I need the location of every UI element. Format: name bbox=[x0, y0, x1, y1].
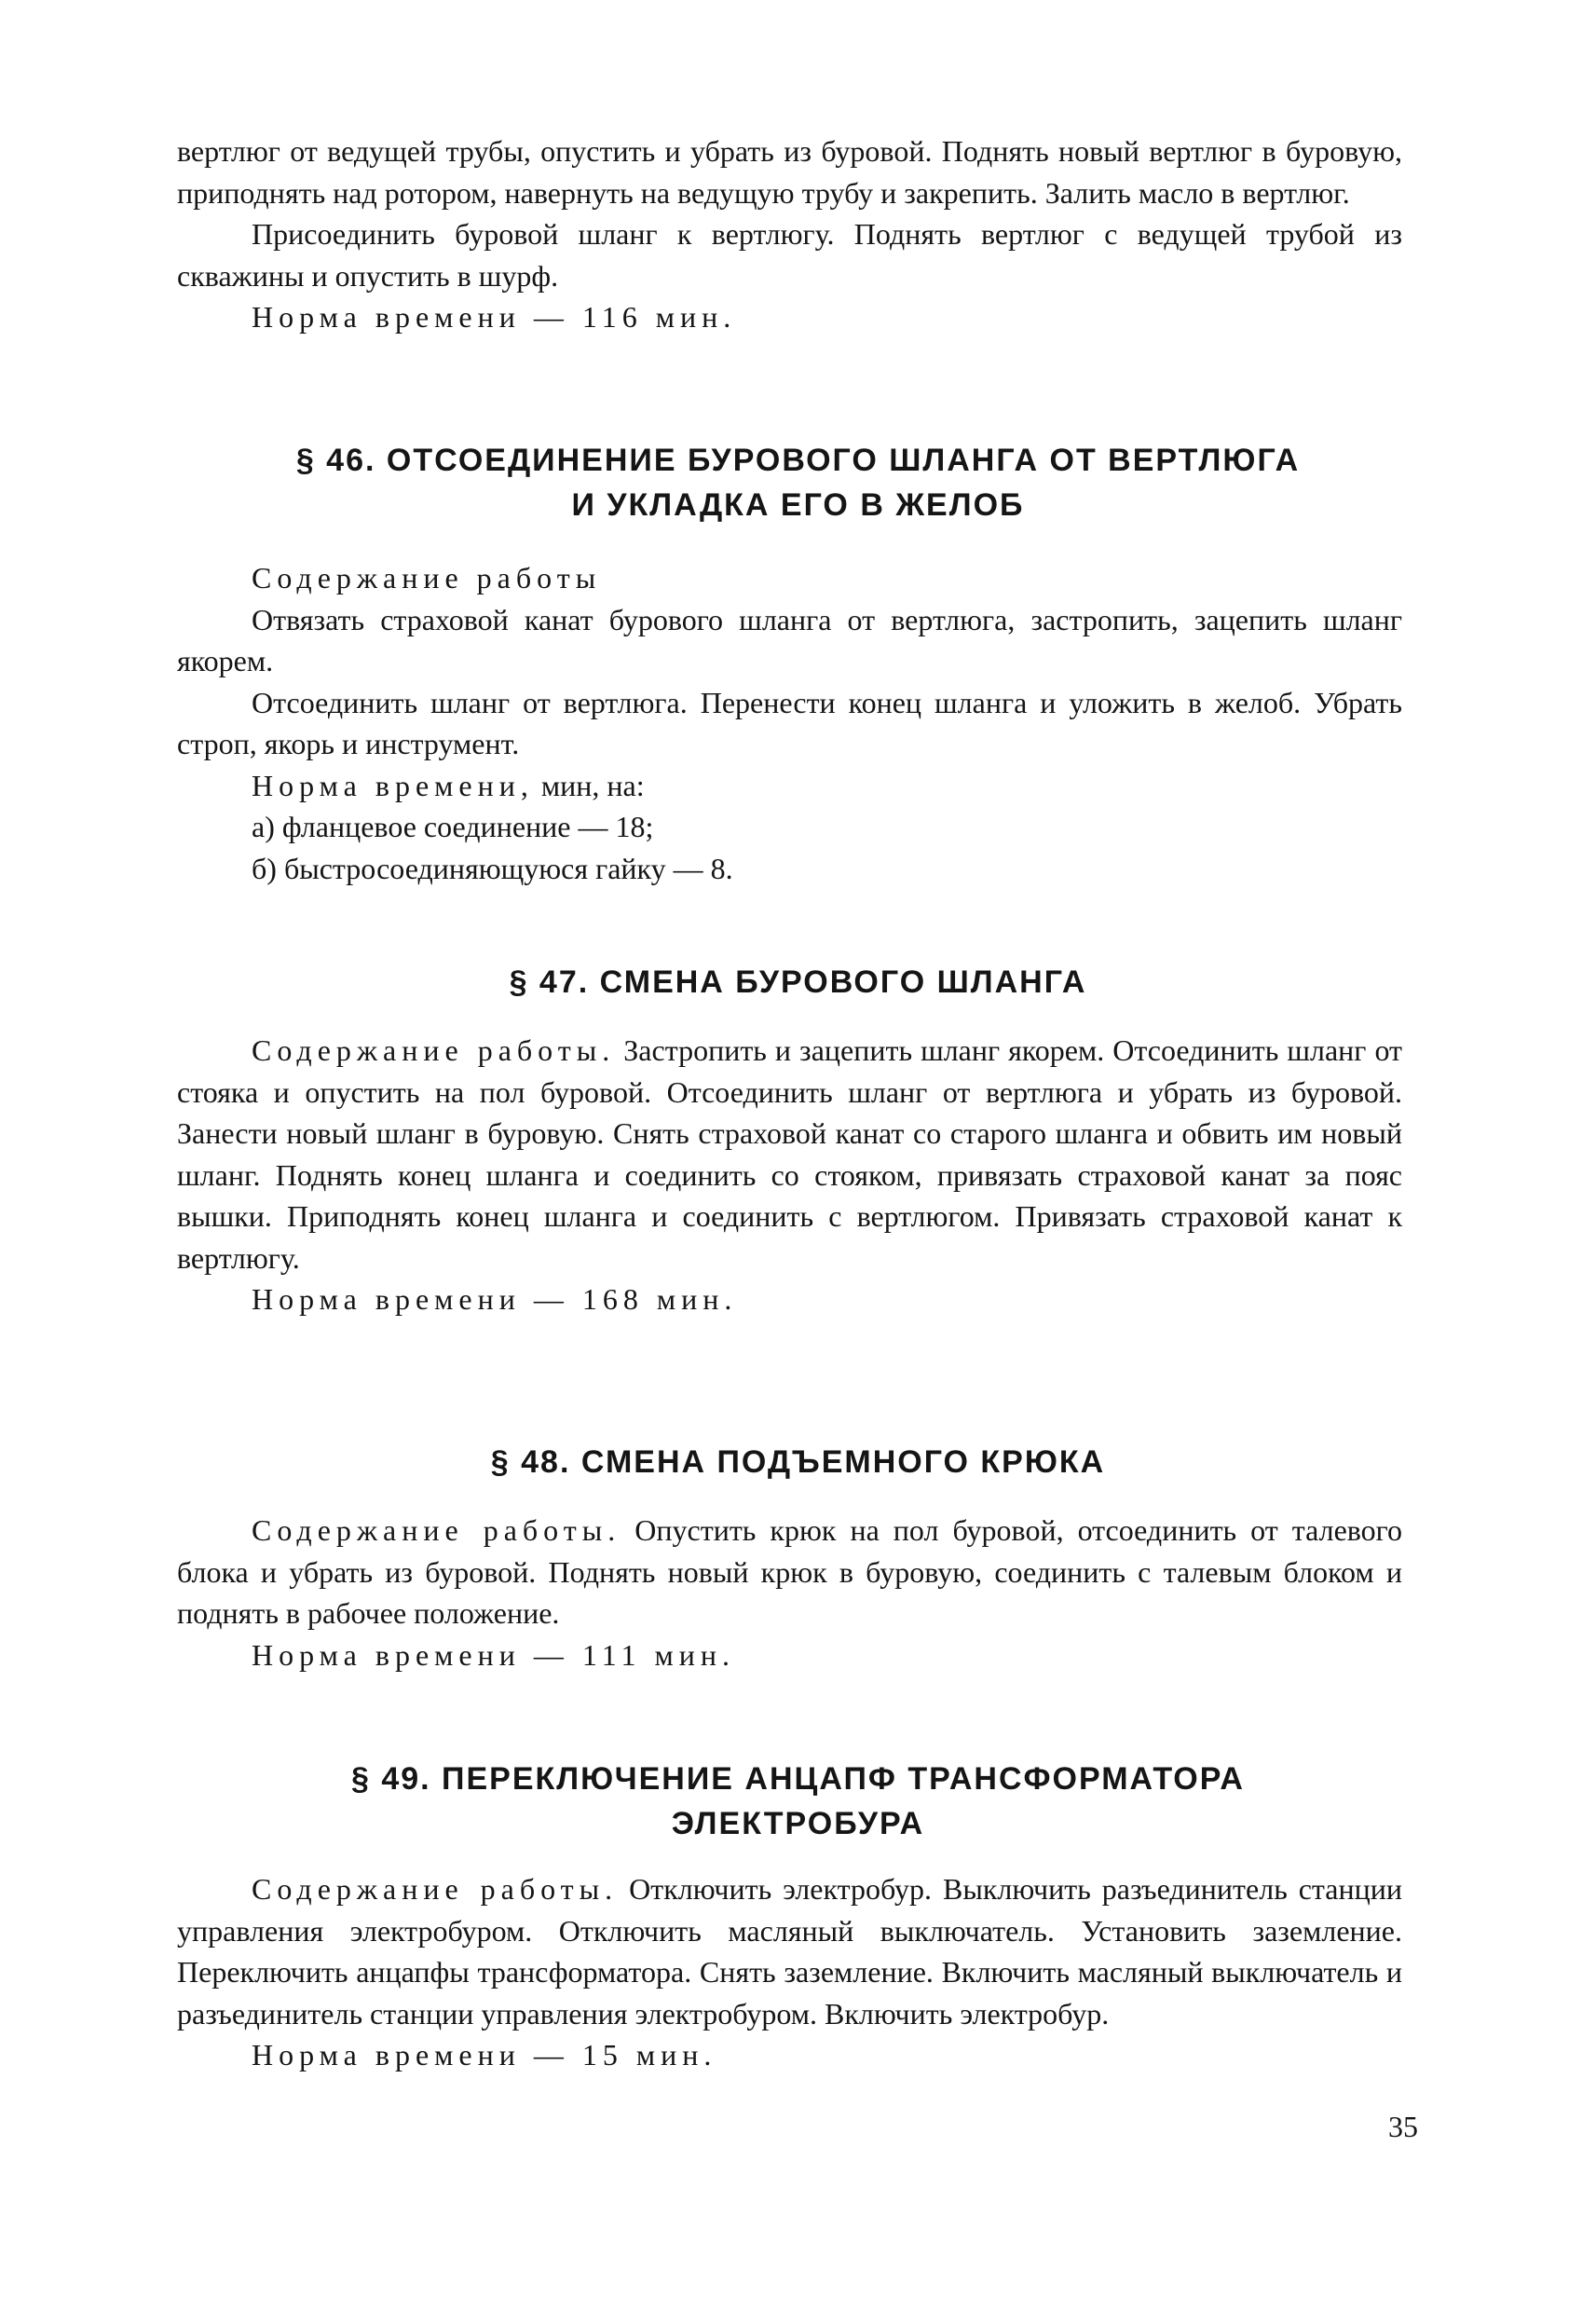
intro-paragraph-2: Присоединить буровой шланг к вертлюгу. Поднять вертлюг с ведущей трубой из скважины и опустить в шурф. bbox=[177, 217, 1402, 293]
section-47-text: Застропить и зацепить шланг якорем. Отсоединить шланг от стояка и опустить на пол буровой. Отсоединить шланг от вертлюга и убрать из буровой. Занести новый шланг в буровую. Снять страховой канат со старого шланга и обвить им новый шланг. Поднять конец шланга и соединить со стояком, привязать страховой канат за пояс вышки. Приподнять конец шланга и соединить с вертлюгом. Привязать страховой канат к вертлюгу. bbox=[177, 1033, 1402, 1275]
section-49-title-line-2: ЭЛЕКТРОБУРА bbox=[671, 1806, 925, 1841]
intro-paragraph-1: вертлюг от ведущей трубы, опустить и убрать из буровой. Поднять новый вертлюг в буровую, приподнять над ротором, навернуть на ведущую трубу и закрепить. Залить масло в вертлюг. bbox=[177, 134, 1402, 210]
intro-norm: Норма времени — 116 мин. bbox=[252, 300, 737, 334]
section-49-text: Отключить электробур. Выключить разъединитель станции управления электробуром. Отключить масляный выключатель. Установить заземление. Переключить анцапфы трансформатора. Снять заземление. Включить масляный выключатель и разъединитель станции управления электробуром. Включить электробур. bbox=[177, 1872, 1403, 2031]
section-48-paragraph bbox=[177, 1510, 1402, 1634]
section-47-title-line: § 47. СМЕНА БУРОВОГО ШЛАНГА bbox=[509, 964, 1087, 1000]
section-46-norm-label: Норма времени, bbox=[252, 768, 534, 802]
section-49-title-line-1: § 49. ПЕРЕКЛЮЧЕНИЕ АНЦАПФ ТРАНСФОРМАТОРА bbox=[350, 1761, 1245, 1797]
section-46-title bbox=[0, 438, 1596, 527]
section-46-title-line-2: И УКЛАДКА ЕГО В ЖЕЛОБ bbox=[571, 487, 1025, 523]
section-48-text: Опустить крюк на пол буровой, отсоединить от талевого блока и убрать из буровой. Поднять новый крюк в буровую, соединить с талевым блоком и поднять в рабочее положение. bbox=[177, 1513, 1403, 1630]
section-48-body bbox=[177, 1510, 1402, 1675]
section-48-content-label: Содержание работы. bbox=[252, 1513, 621, 1547]
section-48-norm: Норма времени — 111 мин. bbox=[252, 1637, 735, 1672]
section-49-paragraph bbox=[177, 1868, 1402, 2034]
section-46-body bbox=[177, 557, 1402, 889]
section-47-norm: Норма времени — 168 мин. bbox=[252, 1282, 738, 1316]
section-46-item-a: а) фланцевое соединение — 18; bbox=[252, 810, 654, 843]
section-46-title-line-1: § 46. ОТСОЕДИНЕНИЕ БУРОВОГО ШЛАНГА ОТ ВЕРТЛЮГА bbox=[295, 443, 1301, 478]
page-number: 35 bbox=[1388, 2110, 1418, 2143]
section-46-item-b: б) быстросоединяющуюся гайку — 8. bbox=[252, 851, 733, 885]
section-48-title bbox=[0, 1440, 1596, 1484]
section-46-paragraph-1: Отвязать страховой канат бурового шланга от вертлюга, застропить, зацепить шланг якорем. bbox=[177, 602, 1402, 677]
section-46-norm bbox=[177, 765, 1402, 807]
section-46-paragraph-2: Отсоединить шланг от вертлюга. Перенести конец шланга и уложить в желоб. Убрать строп, якорь и инструмент. bbox=[177, 685, 1402, 760]
section-49-title bbox=[0, 1757, 1596, 1846]
section-49-norm: Норма времени — 15 мин. bbox=[252, 2038, 717, 2072]
section-46-norm-suffix: мин, на: bbox=[533, 768, 645, 802]
section-49-content-label: Содержание работы. bbox=[252, 1872, 619, 1906]
section-46-content-label: Содержание работы bbox=[252, 561, 602, 595]
section-47-paragraph bbox=[177, 1030, 1402, 1279]
section-48-title-line: § 48. СМЕНА ПОДЪЕМНОГО КРЮКА bbox=[490, 1444, 1106, 1480]
intro-section bbox=[177, 130, 1402, 338]
section-47-title bbox=[0, 960, 1596, 1005]
section-47-body bbox=[177, 1030, 1402, 1320]
section-49-body bbox=[177, 1868, 1402, 2076]
section-47-content-label: Содержание работы. bbox=[252, 1033, 616, 1067]
